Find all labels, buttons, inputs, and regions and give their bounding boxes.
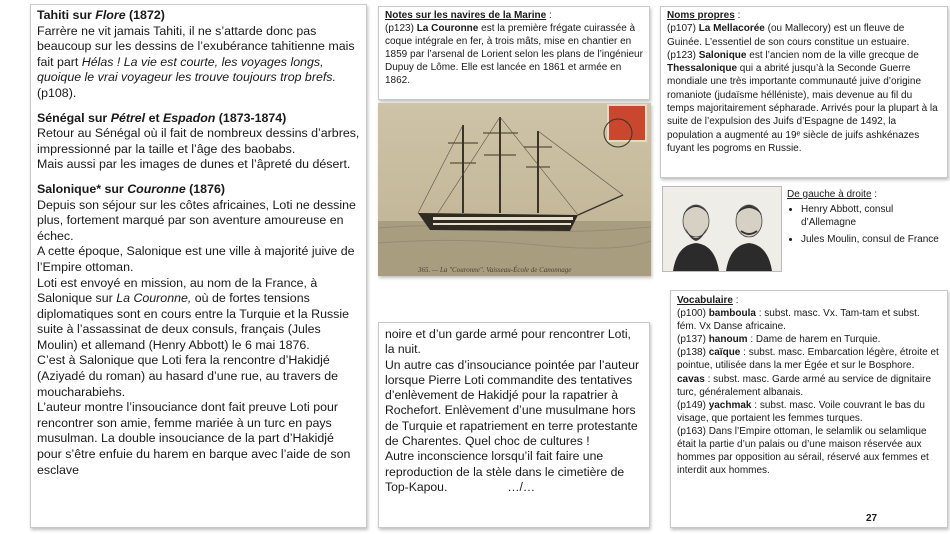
vocab-def: : subst. masc. Vx. Tam-tam et subst. fém. Vx Danse africaine. bbox=[677, 308, 920, 333]
title-year: (1872) bbox=[125, 8, 165, 22]
paragraph-salonique-2: A cette époque, Salonique est une ville à majorité juive de l’Empire ottoman. bbox=[37, 244, 355, 274]
title-year: (1876) bbox=[185, 181, 225, 196]
names-title: Noms propres bbox=[667, 10, 735, 21]
names-text: est l’ancien nom de la ville grecque de bbox=[746, 49, 919, 61]
quote: Hélas ! La vie est courte, les voyages longs, quoique le vrai voyageur les trouve toujours trop brefs. bbox=[37, 54, 336, 85]
title-part: et bbox=[145, 110, 164, 125]
vocab-def: Dans l’Empire ottoman, le selamlik ou selamlique était la partie d’un palais ou d’une maison réservée aux hommes par opposition au sérail, réservé aux femmes et interdit aux hommes. bbox=[677, 425, 929, 477]
ship-name: Flore bbox=[95, 8, 126, 22]
page-ref: (p108). bbox=[37, 85, 77, 100]
proper-name: La Mellacorée bbox=[698, 23, 765, 35]
vocab-def: : subst. masc. Embarcation légère, étroite et pointue, utilisée dans la mer Égée et sur le Bosphore. bbox=[677, 347, 939, 372]
text: Loti est envoyé en mission, au nom de la France, à Salonique sur bbox=[37, 275, 318, 306]
portrait-illustration bbox=[663, 187, 781, 271]
paragraph-salonique-1: Depuis son séjour sur les côtes africaines, Loti ne dessine plus, fortement marqué par son aventure amoureuse en échec. bbox=[37, 197, 356, 243]
vocab-entry bbox=[677, 307, 941, 333]
vocab-term: bamboula bbox=[708, 308, 756, 320]
colon: : bbox=[732, 295, 739, 306]
colon: : bbox=[871, 189, 878, 200]
paragraph-senegal-2: Mais aussi par les images de dunes et l’âpreté du désert. bbox=[37, 157, 351, 172]
notes-navires-box bbox=[378, 6, 650, 100]
section-title-senegal bbox=[37, 111, 360, 127]
vocab-term: cavas bbox=[677, 373, 705, 385]
proper-name: Thessalonique bbox=[667, 63, 738, 75]
names-text: (ou Mallecory) est un fleuve de Guinée. L’essentiel de son cours constitue un estuaire. bbox=[667, 23, 910, 48]
vocab-entry bbox=[677, 333, 941, 346]
vocab-entry bbox=[677, 346, 941, 372]
postcard-caption: 365. — La "Couronne". Vaisseau-École de Canonnage bbox=[418, 266, 572, 274]
main-text-box bbox=[30, 4, 367, 528]
text: où de fortes tensions diplomatiques sont en cours entre la Turquie et la Russie suite à l’assassinat de deux consuls, français (Jules Moulin) et allemand (Henry Abbott) le 6 mai 1876. bbox=[37, 291, 350, 352]
vocab-title: Vocabulaire bbox=[677, 295, 733, 306]
page-ref: (p123) bbox=[667, 49, 699, 61]
ship-name: La Couronne, bbox=[116, 291, 192, 306]
list-item: • Henry Abbott, consul d’Allemagne bbox=[801, 203, 947, 229]
portrait-caption bbox=[787, 188, 947, 250]
continuation-text-box bbox=[378, 322, 650, 528]
vocab-term: hanoum bbox=[708, 334, 748, 346]
paragraph: Un autre cas d’insouciance pointée par l’auteur lorsque Pierre Loti commandite des tentatives d’enlèvement de Hakidjé pour la rapatrier à Rochefort. Enlèvement d’une musulmane hors de Turquie et rapatriement en terre protestante de Charentes. Quel choc de cultures ! bbox=[385, 357, 640, 449]
vocab-entry bbox=[677, 399, 941, 425]
paragraph: noire et d’un garde armé pour rencontrer Loti, la nuit. bbox=[385, 327, 631, 357]
names-text: qui a abrité jusqu’à la Seconde Guerre mondiale une très importante communauté juive d’origine romaniote (judaïsme hélléniste), mais devenue au fil du temps majoritairement sépharade. Arrivés pour la plupart à la suite de l’expulsion des Juifs d’Espagne de 1492, la population a augmenté au 19ᵉ siècle de juifs ashkénazes fuyant les pogroms en Russie. bbox=[667, 63, 938, 154]
page-ref: (p107) bbox=[667, 23, 699, 35]
colon: : bbox=[734, 10, 741, 21]
vocab-term: caïque bbox=[708, 347, 741, 359]
paragraph-salonique-5: L’auteur montre l’insouciance dont fait preuve Loti pour rencontrer son amie, femme mariée à un turc en pays musulman. La double insouciance de la part d’Hakidjé pour s’être enfuie du harem en barque avec l’aide de son esclave bbox=[37, 400, 351, 477]
text: Autre inconscience lorsqu’il fait faire une reproduction de la stèle dans le cimetière de Top-Kapou. bbox=[385, 449, 625, 494]
list-item: • Jules Moulin, consul de France bbox=[801, 233, 947, 246]
title-part: Tahiti sur bbox=[37, 8, 96, 22]
ship-name: Pétrel bbox=[110, 110, 146, 125]
consuls-list bbox=[787, 203, 947, 246]
page-ref: (p137) bbox=[677, 334, 709, 346]
ship-name: Couronne bbox=[127, 181, 186, 196]
page-ref: (p123) bbox=[385, 23, 417, 34]
notes-text: est la première frégate cuirassée à coque intégrale en fer, à trois mâts, mise en chantier en 1859 par l’arsenal de Lorient selon les plans de l’ingénieur Dupuy de Lôme. Elle est lancée en 1861 et armée en 1862. bbox=[385, 23, 643, 86]
vocab-entry bbox=[677, 373, 941, 399]
paragraph-tahiti bbox=[37, 24, 360, 102]
title-part: Sénégal sur bbox=[37, 110, 111, 125]
vocab-term: yachmak bbox=[708, 399, 752, 411]
colon: : bbox=[546, 10, 552, 21]
caption-title: De gauche à droite bbox=[787, 189, 872, 200]
title-year: (1873-1874) bbox=[215, 110, 287, 125]
page-ref: (p100) bbox=[677, 308, 709, 320]
page-number: 27 bbox=[866, 513, 878, 524]
ship-name: La Couronne bbox=[416, 23, 479, 34]
vocab-def: : subst. masc. Voile couvrant le bas du visage, que portaient les femmes turques. bbox=[677, 399, 925, 424]
page-ref: (p163) bbox=[677, 425, 709, 437]
consuls-portrait-image bbox=[662, 186, 782, 272]
noms-propres-box bbox=[660, 6, 948, 178]
vocabulaire-box bbox=[670, 290, 948, 528]
notes-title: Notes sur les navires de la Marine bbox=[385, 10, 547, 21]
paragraph-senegal: Retour au Sénégal où il fait de nombreux dessins d’arbres, impressionné par la taille et l’âge des baobabs. bbox=[37, 126, 360, 156]
section-title-tahiti bbox=[37, 8, 360, 24]
vocab-def: : Dame de harem en Turquie. bbox=[747, 334, 881, 346]
text: Farrère ne vit jamais Tahiti, il ne s’attarde donc pas beaucoup sur les dessins de l’exubérance tahitienne mais fait part bbox=[37, 23, 355, 69]
paragraph bbox=[385, 449, 643, 495]
title-part: Salonique* sur bbox=[37, 181, 128, 196]
section-title-salonique bbox=[37, 182, 360, 198]
page-ref: (p138) bbox=[677, 347, 709, 359]
ship-name: Espadon bbox=[163, 110, 216, 125]
vocab-def: : subst. masc. Garde armé au service de dignitaire turc, généralement albanais. bbox=[677, 373, 932, 398]
continuation-mark: …/… bbox=[507, 479, 536, 494]
page-ref: (p149) bbox=[677, 399, 709, 411]
paragraph-salonique-3 bbox=[37, 276, 360, 354]
ship-postcard-image bbox=[378, 103, 651, 276]
proper-name: Salonique bbox=[698, 49, 747, 61]
vocab-entry bbox=[677, 425, 941, 477]
ship-illustration bbox=[378, 103, 651, 276]
paragraph-salonique-4: C’est à Salonique que Loti fera la rencontre d’Hakidjé (Aziyadé du roman) au hasard d’une rue, au travers de moucharabiehs. bbox=[37, 353, 338, 399]
